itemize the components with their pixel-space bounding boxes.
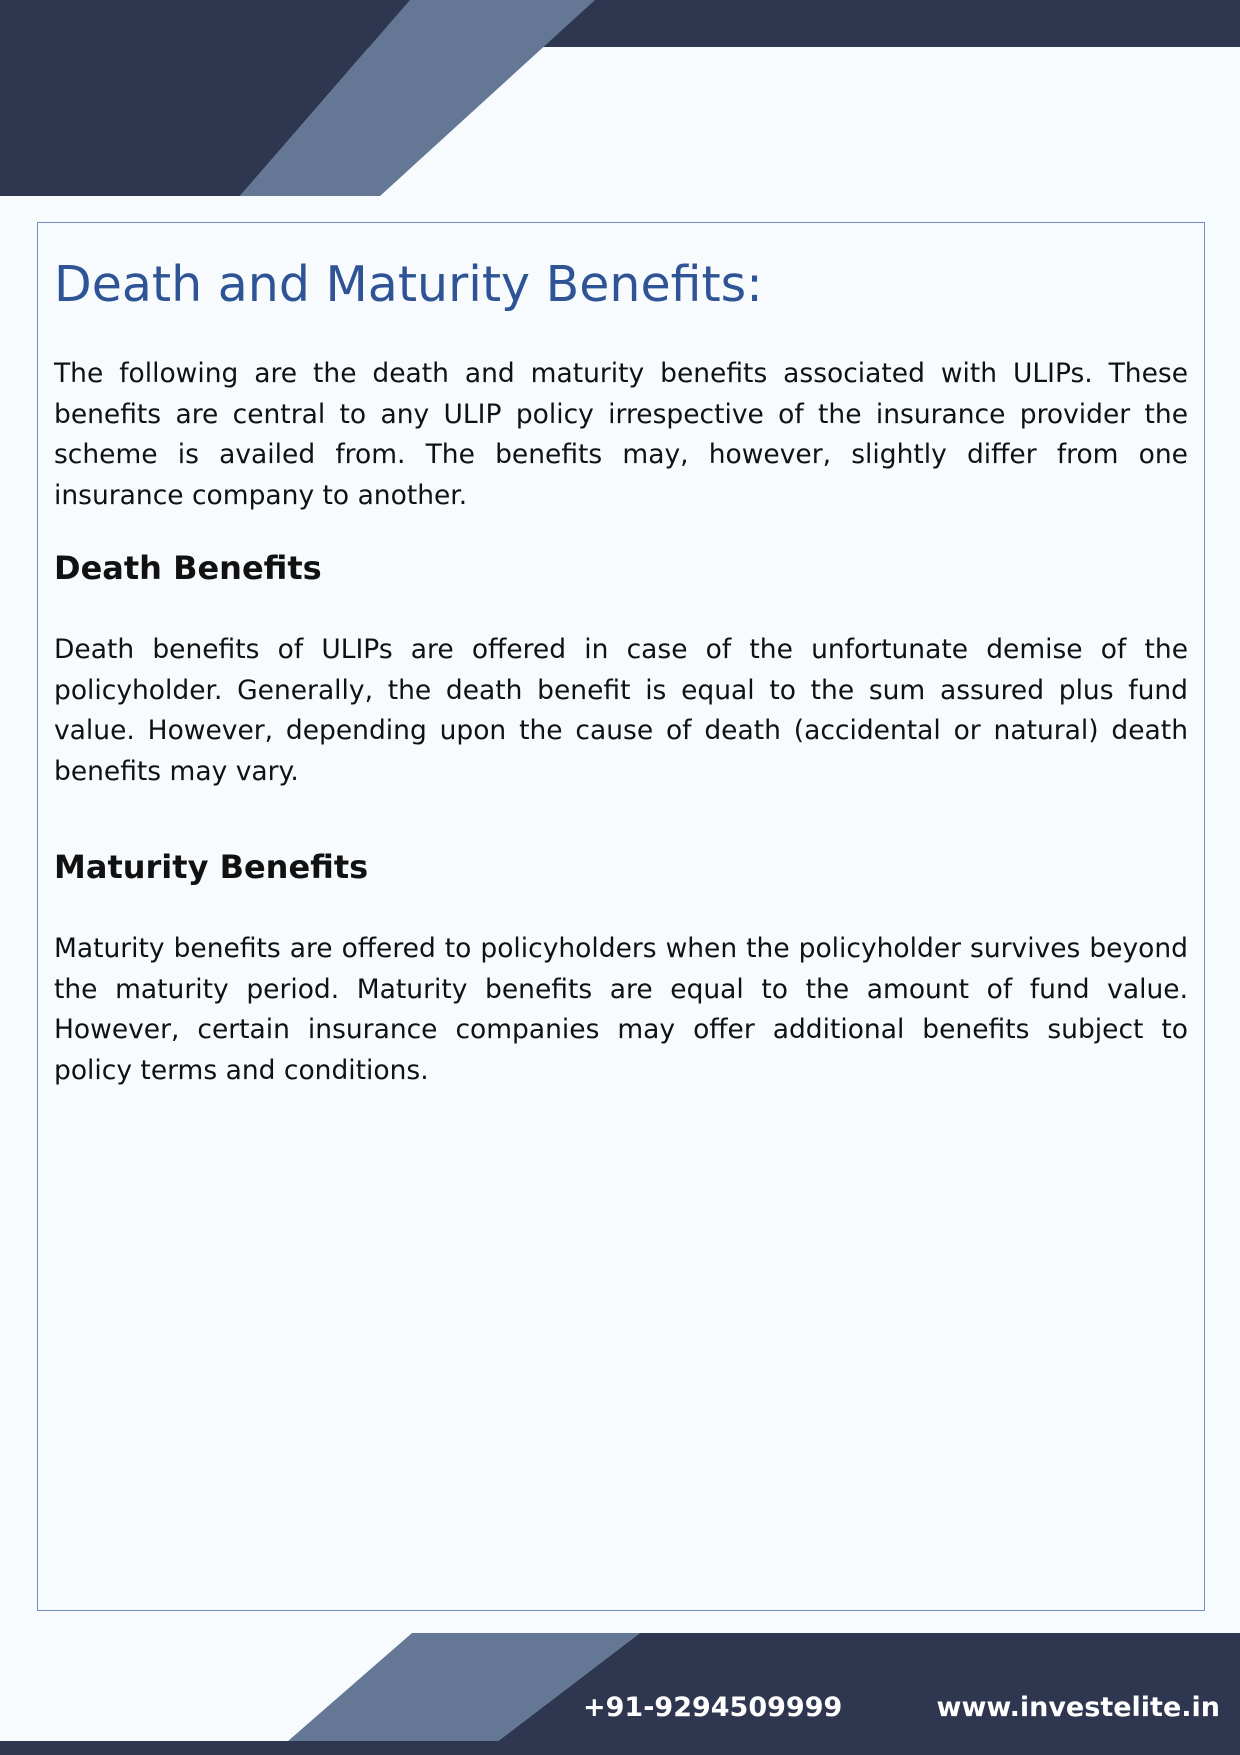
death-benefits-paragraph: Death benefits of ULIPs are offered in case of the unfortunate demise of the policyholder. Generally, the death benefit is equal to the sum assured plus fund value. However, depending upon the cause of death (accidental or natural) death benefits may vary.	[54, 634, 1188, 787]
bottom-navy-edge	[0, 1741, 1240, 1755]
death-benefits-heading: Death Benefits	[54, 549, 322, 587]
intro-paragraph: The following are the death and maturity benefits associated with ULIPs. These benefits are central to any ULIP policy irrespective of the insurance provider the scheme is availed from. The benefits may, however, slightly differ from one insurance company to another.	[54, 358, 1188, 511]
page-title: Death and Maturity Benefits:	[54, 256, 763, 313]
maturity-benefits-paragraph: Maturity benefits are offered to policyholders when the policyholder survives beyond the maturity period. Maturity benefits are equal to the amount of fund value. However, certain insurance companies may offer additional benefits subject to policy terms and conditions.	[54, 933, 1188, 1086]
footer-phone-number: +91-9294509999	[583, 1692, 843, 1723]
maturity-benefits-heading: Maturity Benefits	[54, 848, 369, 886]
content-frame	[37, 222, 1205, 1611]
footer-website: www.investelite.in	[936, 1692, 1220, 1723]
